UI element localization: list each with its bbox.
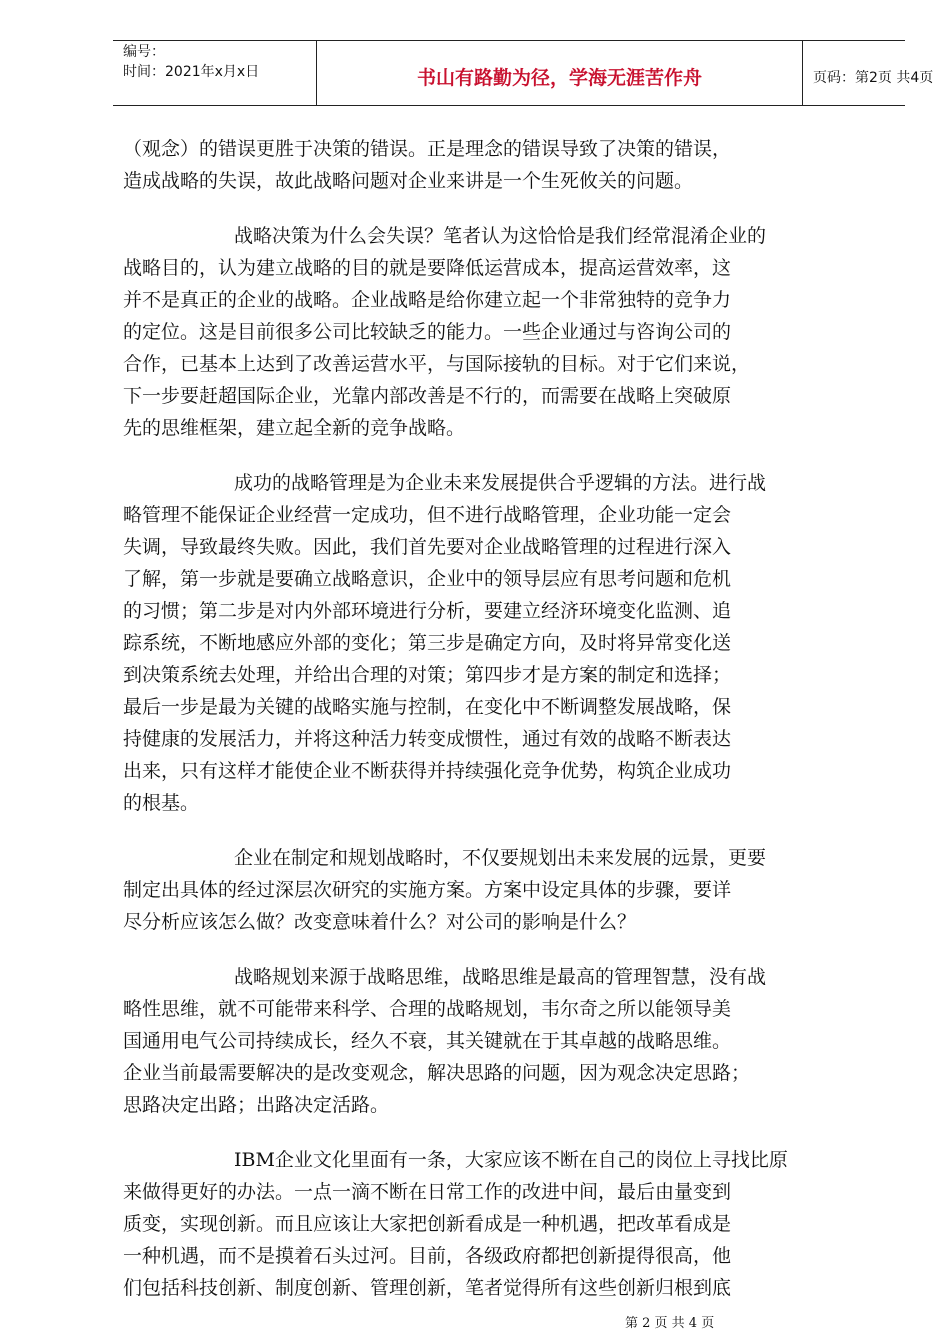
header-motto-cell: [316, 41, 803, 105]
paragraph-line: 尽分析应该怎么做？改变意味着什么？对公司的影响是什么？: [123, 911, 637, 933]
page-header: [113, 40, 934, 106]
header-time-label: 时间：2021年x月x日: [123, 64, 260, 80]
paragraph-line: 国通用电气公司持续成长，经久不衰，其关键就在于其卓越的战略思维。: [123, 1030, 732, 1052]
paragraph-line: 思路决定出路；出路决定活路。: [123, 1094, 390, 1116]
paragraph-line: 们包括科技创新、制度创新、管理创新，笔者觉得所有这些创新归根到底: [123, 1277, 732, 1299]
paragraph-line: 战略决策为什么会失误？笔者认为这恰恰是我们经常混淆企业的: [234, 225, 767, 247]
paragraph-line: 略管理不能保证企业经营一定成功，但不进行战略管理，企业功能一定会: [123, 504, 732, 526]
paragraph-line: 合作，已基本上达到了改善运营水平，与国际接轨的目标。对于它们来说，: [123, 353, 751, 375]
paragraph-line: 持健康的发展活力，并将这种活力转变成惯性，通过有效的战略不断表达: [123, 728, 732, 750]
paragraph-line: 制定出具体的经过深层次研究的实施方案。方案中设定具体的步骤，要详: [123, 879, 732, 901]
paragraph-line: 先的思维框架，建立起全新的竞争战略。: [123, 417, 466, 439]
header-number-label: 编号：: [123, 44, 165, 60]
paragraph-line: 一种机遇，而不是摸着石头过河。目前，各级政府都把创新提得很高，他: [123, 1245, 732, 1267]
paragraph-line: 的定位。这是目前很多公司比较缺乏的能力。一些企业通过与咨询公司的: [123, 321, 732, 343]
paragraph-line: 成功的战略管理是为企业未来发展提供合乎逻辑的方法。进行战: [234, 472, 767, 494]
paragraph-line: IBM企业文化里面有一条，大家应该不断在自己的岗位上寻找比原: [234, 1149, 788, 1171]
paragraph-line: 略性思维，就不可能带来科学、合理的战略规划，韦尔奇之所以能领导美: [123, 998, 732, 1020]
paragraph-line: 来做得更好的办法。一点一滴不断在日常工作的改进中间，最后由量变到: [123, 1181, 732, 1203]
paragraph-line: 到决策系统去处理，并给出合理的对策；第四步才是方案的制定和选择；: [123, 664, 732, 686]
paragraph-line: 战略规划来源于战略思维，战略思维是最高的管理智慧，没有战: [234, 966, 767, 988]
paragraph-line: 并不是真正的企业的战略。企业战略是给你建立起一个非常独特的竞争力: [123, 289, 732, 311]
paragraph-line: 造成战略的失误，故此战略问题对企业来讲是一个生死攸关的问题。: [123, 170, 694, 192]
header-page-info: 页码：第2页 共4页: [813, 70, 934, 86]
paragraph-line: （观念）的错误更胜于决策的错误。正是理念的错误导致了决策的错误，: [123, 138, 732, 160]
paragraph-line: 出来，只有这样才能使企业不断获得并持续强化竞争优势，构筑企业成功: [123, 760, 732, 782]
paragraph-line: 失调，导致最终失败。因此，我们首先要对企业战略管理的过程进行深入: [123, 536, 732, 558]
paragraph-line: 质变，实现创新。而且应该让大家把创新看成是一种机遇，把改革看成是: [123, 1213, 732, 1235]
paragraph-line: 最后一步是最为关键的战略实施与控制，在变化中不断调整发展战略，保: [123, 696, 732, 718]
header-motto: 书山有路勤为径，学海无涯苦作舟: [416, 67, 702, 89]
paragraph-line: 的根基。: [123, 792, 200, 814]
page-footer: 第 2 页 共 4 页: [625, 1316, 715, 1331]
paragraph-line: 的习惯；第二步是对内外部环境进行分析，要建立经济环境变化监测、追: [123, 600, 732, 622]
header-page-cell: [803, 41, 934, 105]
paragraph-line: 企业在制定和规划战略时，不仅要规划出未来发展的远景，更要: [234, 847, 767, 869]
header-meta-cell: [113, 41, 316, 105]
paragraph-line: 了解，第一步就是要确立战略意识，企业中的领导层应有思考问题和危机: [123, 568, 732, 590]
paragraph-line: 战略目的，认为建立战略的目的就是要降低运营成本，提高运营效率，这: [123, 257, 732, 279]
paragraph-line: 企业当前最需要解决的是改变观念，解决思路的问题，因为观念决定思路；: [123, 1062, 751, 1084]
paragraph-line: 踪系统，不断地感应外部的变化；第三步是确定方向，及时将异常变化送: [123, 632, 732, 654]
paragraph-line: 下一步要赶超国际企业，光靠内部改善是不行的，而需要在战略上突破原: [123, 385, 732, 407]
